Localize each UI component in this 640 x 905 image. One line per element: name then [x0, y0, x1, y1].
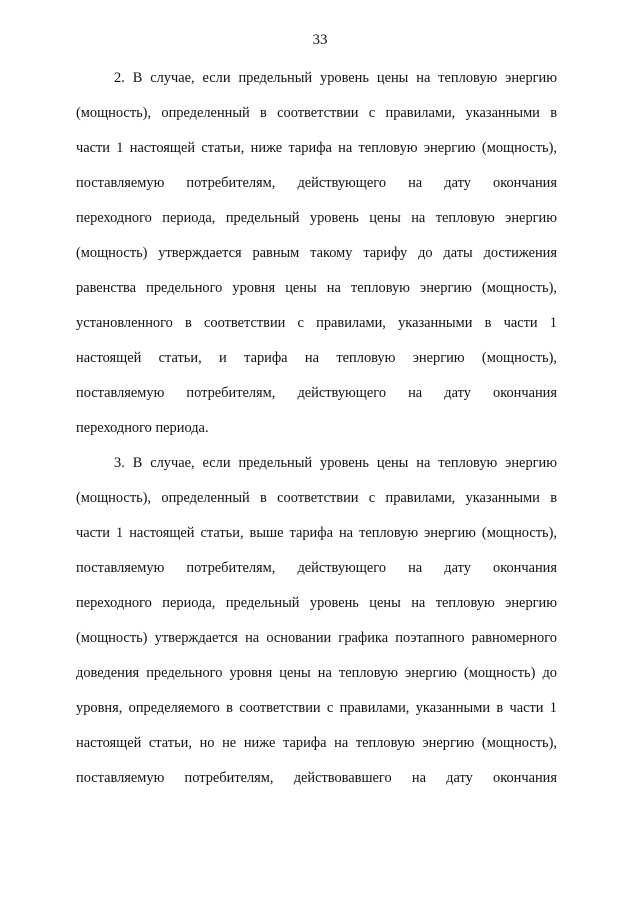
paragraph-line: 2. В случае, если предельный уровень цены на тепловую энергию	[114, 70, 557, 86]
paragraph-line: переходного периода, предельный уровень цены на тепловую энергию	[76, 595, 557, 611]
page-number: 33	[312, 32, 328, 48]
paragraph-line: (мощность) утверждается равным такому тарифу до даты достижения	[76, 245, 557, 261]
paragraph-line: части 1 настоящей статьи, выше тарифа на тепловую энергию (мощность),	[76, 525, 557, 541]
paragraph-line: поставляемую потребителям, действующего на дату окончания	[76, 385, 557, 401]
paragraph-line: поставляемую потребителям, действующего на дату окончания	[76, 175, 557, 191]
paragraph-line: равенства предельного уровня цены на тепловую энергию (мощность),	[76, 280, 557, 296]
paragraph-line: установленного в соответствии с правилами, указанными в части 1	[76, 315, 557, 331]
paragraph-line: поставляемую потребителям, действующего на дату окончания	[76, 560, 557, 576]
paragraph-line: (мощность), определенный в соответствии с правилами, указанными в	[76, 105, 557, 121]
paragraph-line: 3. В случае, если предельный уровень цены на тепловую энергию	[114, 455, 557, 471]
paragraph-line: части 1 настоящей статьи, ниже тарифа на тепловую энергию (мощность),	[76, 140, 557, 156]
paragraph-line: уровня, определяемого в соответствии с правилами, указанными в части 1	[76, 700, 557, 716]
paragraph-line: настоящей статьи, но не ниже тарифа на тепловую энергию (мощность),	[76, 735, 557, 751]
paragraph-line: (мощность) утверждается на основании графика поэтапного равномерного	[76, 630, 557, 646]
paragraph-line: поставляемую потребителям, действовавшего на дату окончания	[76, 770, 557, 786]
paragraph-line: настоящей статьи, и тарифа на тепловую энергию (мощность),	[76, 350, 557, 366]
paragraph-line: (мощность), определенный в соответствии с правилами, указанными в	[76, 490, 557, 506]
paragraph-line: доведения предельного уровня цены на тепловую энергию (мощность) до	[76, 665, 557, 681]
paragraph-line: переходного периода.	[76, 420, 209, 436]
paragraph-line: переходного периода, предельный уровень цены на тепловую энергию	[76, 210, 557, 226]
